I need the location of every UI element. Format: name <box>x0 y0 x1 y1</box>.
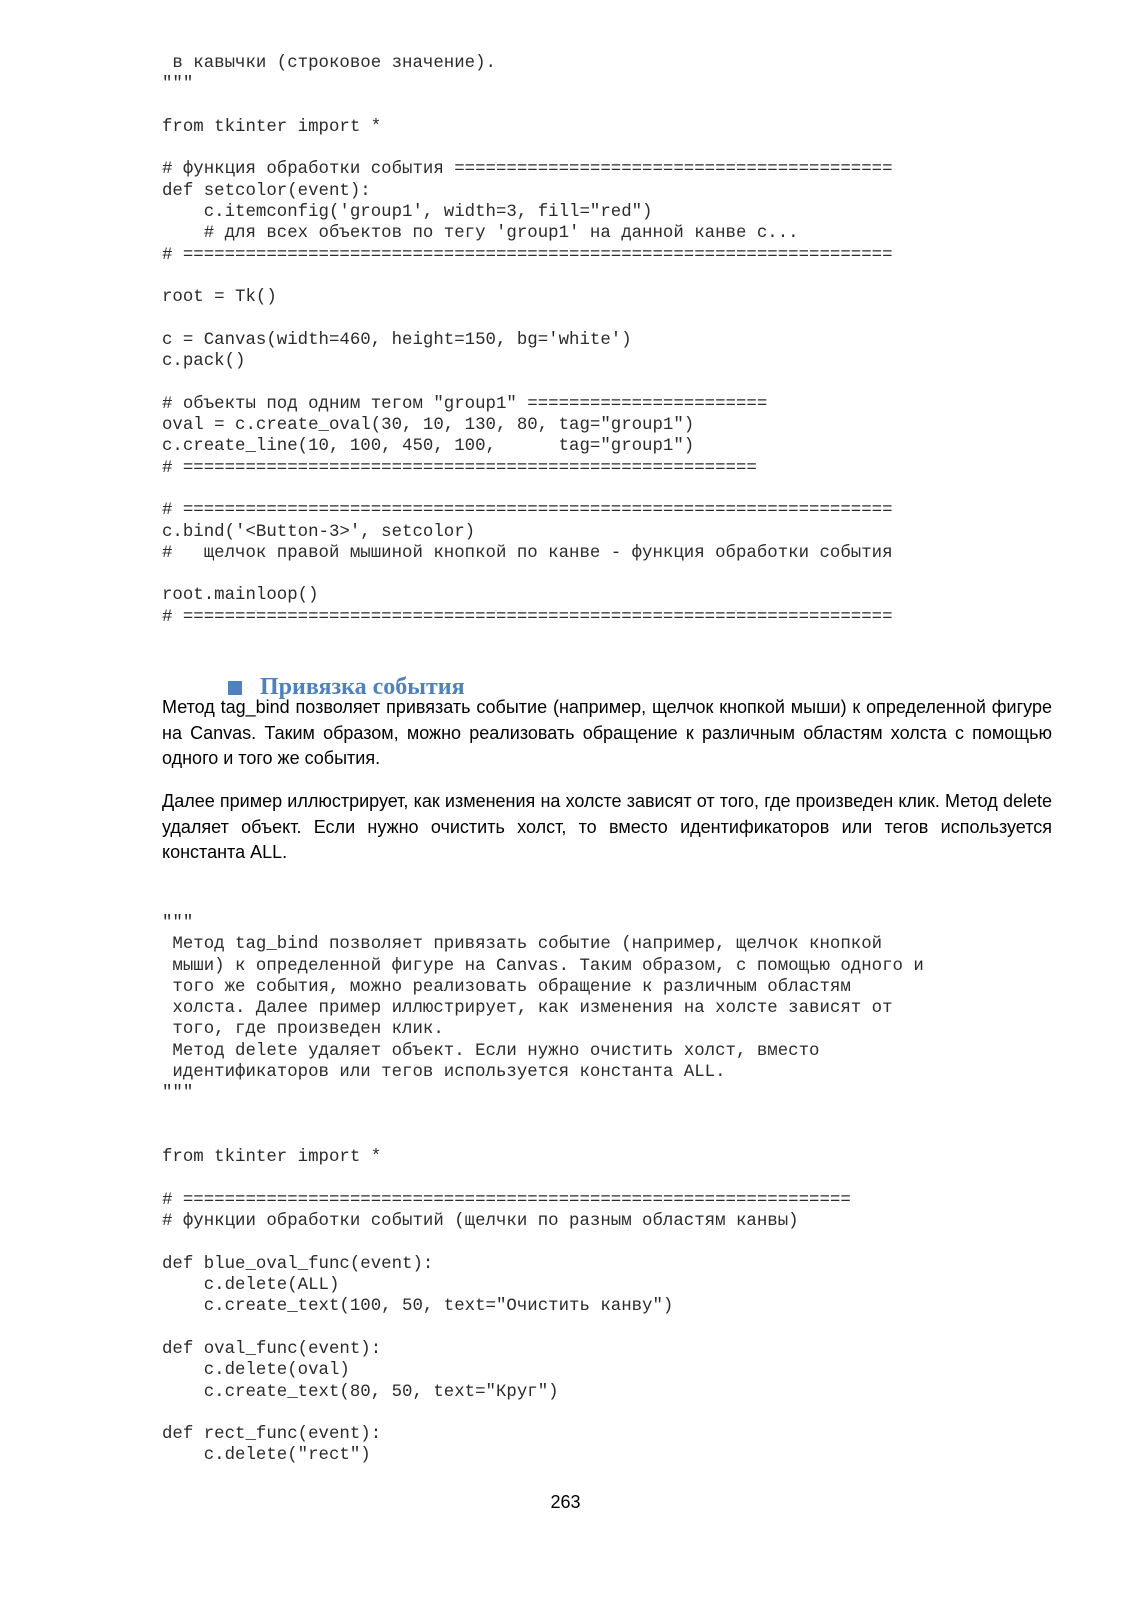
code-line: в кавычки (строковое значение). <box>162 54 496 73</box>
code-line: c.pack() <box>162 352 246 372</box>
code-line <box>162 479 893 500</box>
code-line: Метод delete удаляет объект. Если нужно очистить холст, вместо <box>162 1041 820 1061</box>
code-line <box>162 372 893 393</box>
code-line: c.itemconfig('group1', width=3, fill="red") <box>162 203 653 223</box>
code-line: # функции обработки событий (щелчки по разным областям канвы) <box>162 1212 799 1232</box>
code-line: # ================================================================ <box>162 1190 851 1210</box>
code-line: # функция обработки события ========================================== <box>162 160 893 180</box>
code-line <box>162 1403 924 1424</box>
code-line <box>162 1318 924 1339</box>
code-line <box>162 309 893 330</box>
code-block <box>162 53 893 628</box>
code-line: # для всех объектов по тегу 'group1' на данной канве c... <box>162 224 799 244</box>
page-number: 263 <box>550 1492 581 1512</box>
code-line: того, где произведен клик. <box>162 1020 444 1040</box>
code-line: того же события, можно реализовать обращение к различным областям <box>162 977 851 997</box>
code-line: c = Canvas(width=460, height=150, bg='white') <box>162 330 632 350</box>
code-line: from tkinter import * <box>162 117 382 137</box>
code-line <box>162 1105 924 1126</box>
code-line: # объекты под одним тегом "group1" ======================= <box>162 394 768 414</box>
code-line: # ==================================================================== <box>162 245 893 265</box>
code-line: c.delete("rect") <box>162 1446 371 1466</box>
code-line: c.create_text(80, 50, text="Круг") <box>162 1382 559 1402</box>
code-line: c.create_line(10, 100, 450, 100, tag="group1") <box>162 437 695 457</box>
code-line: from tkinter import * <box>162 1148 382 1168</box>
body-paragraph: Метод tag_bind позволяет привязать событие (например, щелчок кнопкой мыши) к определенной фигуре на Canvas. Таким образом, можно реализовать обращение к различным областям холста с помощью одного и того же события. <box>162 697 1052 768</box>
code-line: c.delete(oval) <box>162 1361 350 1381</box>
code-line <box>162 266 893 287</box>
code-line: def setcolor(event): <box>162 181 371 201</box>
code-line <box>162 96 893 117</box>
code-line <box>162 1232 924 1253</box>
square-bullet-icon <box>228 681 242 695</box>
code-line: c.bind('<Button-3>', setcolor) <box>162 522 476 542</box>
body-paragraph: Далее пример иллюстрирует, как изменения на холсте зависят от того, где произведен клик. Метод delete удаляет объект. Если нужно очистить холст, то вместо идентификаторов или тегов используется константа ALL. <box>162 791 1052 862</box>
code-line: oval = c.create_oval(30, 10, 130, 80, tag="group1") <box>162 416 695 436</box>
code-block <box>162 913 924 1467</box>
code-line: """ <box>162 914 194 933</box>
code-line: c.delete(ALL) <box>162 1276 340 1296</box>
code-line <box>162 1169 924 1190</box>
code-line: """ <box>162 75 194 95</box>
code-line: def oval_func(event): <box>162 1339 382 1359</box>
code-line: # щелчок правой мышиной кнопкой по канве - функция обработки события <box>162 543 893 563</box>
code-line: def rect_func(event): <box>162 1425 382 1445</box>
code-line: # ==================================================================== <box>162 607 893 627</box>
code-line: root = Tk() <box>162 288 277 308</box>
code-line <box>162 138 893 159</box>
code-line: c.create_text(100, 50, text="Очистить канву") <box>162 1297 674 1317</box>
code-line: root.mainloop() <box>162 586 319 606</box>
code-line: # ======================================================= <box>162 458 757 478</box>
code-line: def blue_oval_func(event): <box>162 1254 434 1274</box>
code-line <box>162 1126 924 1147</box>
section-heading-text: Привязка события <box>260 674 465 700</box>
code-line: идентификаторов или тегов используется константа ALL. <box>162 1063 726 1083</box>
code-line: # ==================================================================== <box>162 501 893 521</box>
code-line <box>162 564 893 585</box>
code-line: """ <box>162 1084 194 1104</box>
code-line: Метод tag_bind позволяет привязать событие (например, щелчок кнопкой <box>162 935 883 955</box>
code-line: мыши) к определенной фигуре на Canvas. Таким образом, с помощью одного и <box>162 956 924 976</box>
code-line: холста. Далее пример иллюстрирует, как изменения на холсте зависят от <box>162 999 893 1019</box>
